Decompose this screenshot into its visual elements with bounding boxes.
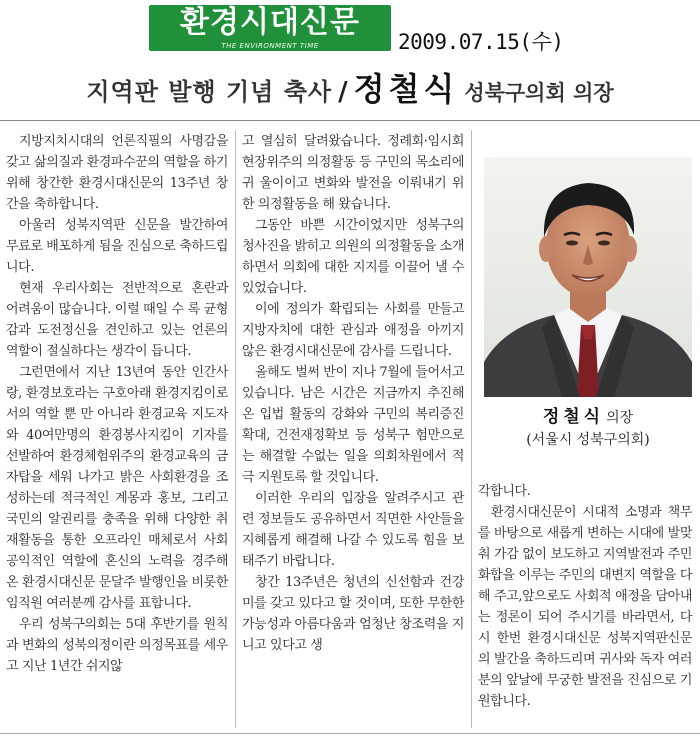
publication-date: 2009.07.15(수) [398, 30, 564, 54]
headline-title: 성북구의회 의장 [464, 80, 614, 105]
article-column-3 [478, 481, 692, 712]
paragraph: 그동안 바쁜 시간이었지만 성북구의 청사진을 밝히고 의원의 의정활동을 소개하면서 의회에 대한 지지를 이끌어 낼 수 있었습니다. [242, 218, 464, 296]
paragraph: 이에 정의가 확립되는 사회를 만들고 지방자치에 대한 관심과 애정을 아끼지 않은 환경시대신문에 감사를 드립니다. [242, 302, 464, 359]
logo-subtitle: THE ENVIRONMENT TIME [221, 42, 319, 50]
caption-org: (서울시 성북구의회) [526, 432, 650, 448]
column-divider [471, 130, 472, 728]
bottom-divider [0, 733, 700, 734]
headline-divider [0, 120, 700, 121]
paragraph: 그런면에서 지난 13년여 동안 인간사랑, 환경보호라는 구호아래 환경지킴이로서의 역할 뿐 만 아니라 환경교육 지도자와 40여만명의 환경봉사지킴이 기자를 선발하여 환경체험위주의 환경교육의 금자탑을 세워 나가고 밝은 사회환경을 조성하는데 적극적인 계몽과 홍보, 그리고 국민의 알권리를 충족을 위해 다양한 취재활동을 통한 오프라인 매체로서 사회 공익적인 역할에 혼신의 노력을 경주해 온 환경시대신문 문달주 발행인을 비롯한 임직원 여러분께 감사를 표합니다. [6, 365, 228, 611]
article-column-2 [242, 131, 464, 656]
paragraph: 현재 우리사회는 전반적으로 혼란과 어려움이 많습니다. 이럴 때일 수 록 균형감과 도전정신을 견인하고 있는 언론의 역할이 절실하다는 생각이 듭니다. [6, 281, 228, 359]
portrait-icon [484, 157, 692, 397]
paragraph: 고 열심히 달려왔습니다. 정례회·임시회 현장위주의 의정활동 등 구민의 목소리에 귀 울이이고 변화와 발전을 이뤄내기 위한 의정활동을 해 왔습니다. [242, 134, 464, 212]
newspaper-logo [149, 5, 391, 51]
caption-role: 의장 [606, 410, 634, 426]
paragraph: 각합니다. [478, 484, 531, 499]
paragraph: 지방지치시대의 언론직필의 사명감을 갖고 삶의질과 환경파수꾼의 역할을 하기위해 창간한 환경시대신문의 13주년 창간을 축하합니다. [6, 134, 228, 212]
caption-name-line [484, 406, 692, 429]
portrait-photo [484, 157, 692, 397]
headline-name: 정철식 [353, 70, 459, 108]
logo-text: 환경시대신문 [180, 5, 360, 40]
photo-caption [484, 406, 692, 451]
caption-name: 정철식 [542, 407, 605, 427]
paragraph: 아울러 성북지역판 신문을 발간하여 무료로 배포하게 됨을 진심으로 축하드립니다. [6, 218, 228, 275]
article-column-1 [6, 131, 228, 677]
article-headline [0, 64, 700, 114]
paragraph: 올해도 벌써 반이 지나 7월에 들어서고 있습니다. 남은 시간은 지금까지 추진해온 입법 활동의 강화와 구민의 복리증진 확대, 건전재정확보 등 성북구 험만으로는 해결할 수없는 일을 의회차원에서 적극 지원토록 할 것입니다. [242, 365, 464, 485]
paragraph: 이러한 우리의 입장을 알려주시고 관련 정보들도 공유하면서 직면한 사안들을 지혜롭게 해결해 나갈 수 있도록 힘을 보태주기 바랍니다. [242, 491, 464, 569]
headline-slash: / [338, 77, 348, 107]
column-divider [235, 130, 236, 728]
paragraph: 창간 13주년은 청년의 신선함과 건강미를 갖고 있다고 할 것이며, 또한 무한한 가능성과 아름다움과 엄청난 창조력을 지니고 있다고 생 [242, 575, 464, 653]
paragraph: 환경시대신문이 시대적 소명과 책무를 바탕으로 새롭게 변하는 시대에 발맞춰 가감 없이 보도하고 지역발전과 주민 화합을 이루는 주민의 대변지 역할을 다 해 주고,앞으로도 사회적 애정을 담아내는 정론이 되어 주시기를 바라면서, 다시 한번 환경시대신문 성북지역판신문의 발간을 축하드리며 귀사와 독자 여러분의 앞날에 무궁한 발전을 진심으로 기원합니다. [478, 505, 692, 709]
paragraph: 우리 성북구의회는 5대 후반기를 원칙과 변화의 성북의정이란 의정목표를 세우고 지난 1년간 쉬지않 [6, 617, 228, 674]
headline-main: 지역판 발행 기념 축사 [86, 77, 333, 106]
